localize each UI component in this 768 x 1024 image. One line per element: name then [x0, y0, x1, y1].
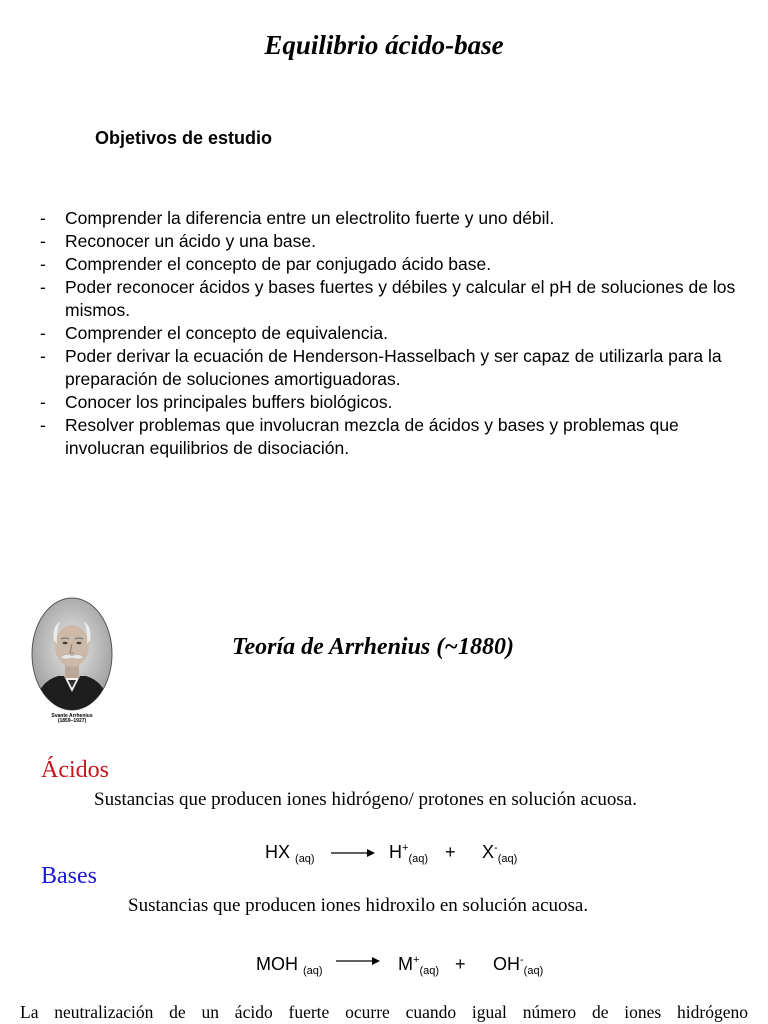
acid-plus: +: [445, 842, 456, 862]
list-dash: -: [40, 415, 46, 435]
bases-heading: Bases: [41, 863, 97, 889]
list-item-text: Conocer los principales buffers biológicos.: [65, 392, 393, 412]
list-item: [40, 276, 760, 322]
acid-reactant: HX $_{(aq)}$: [265, 842, 315, 865]
list-dash: -: [40, 254, 46, 274]
reaction-arrow-icon: [331, 847, 375, 859]
list-item: [40, 253, 760, 276]
theory-title: Teoría de Arrhenius (~1880): [232, 634, 514, 660]
list-item-text: Resolver problemas que involucran mezcla de ácidos y bases y problemas que involucran equilibrios de disociación.: [65, 415, 679, 458]
acids-description: Sustancias que producen iones hidrógeno/ protones en solución acuosa.: [94, 789, 637, 810]
bases-description: Sustancias que producen iones hidroxilo en solución acuosa.: [128, 895, 589, 916]
base-reactant: MOH $_{(aq)}$: [256, 954, 323, 977]
list-dash: -: [40, 323, 46, 343]
page-title: Equilibrio ácido-base: [264, 30, 504, 60]
list-dash: -: [40, 277, 46, 297]
portrait-caption-name: Svante Arrhenius: [51, 713, 93, 719]
list-item: [40, 391, 760, 414]
list-dash: -: [40, 231, 46, 251]
neutralization-text: La neutralización de un ácido fuerte ocurre cuando igual número de iones hidrógeno: [20, 1002, 748, 1022]
portrait-caption: [40, 714, 104, 724]
base-product-2: $OH^-_{(aq)}$: [493, 954, 544, 977]
base-equation: [256, 954, 576, 984]
acid-product-2: $X^-_{(aq)}$: [482, 842, 518, 865]
objectives-heading: Objetivos de estudio: [95, 128, 273, 148]
objectives-list: [40, 207, 760, 460]
list-item: [40, 414, 760, 460]
list-item-text: Reconocer un ácido y una base.: [65, 231, 316, 251]
list-item-text: Comprender la diferencia entre un electrolito fuerte y uno débil.: [65, 208, 555, 228]
list-item: [40, 230, 760, 253]
base-product-1: $M^+_{(aq)}$: [398, 954, 439, 977]
acid-equation: [265, 842, 565, 872]
list-item: [40, 207, 760, 230]
acid-product-1: $H^+_{(aq)}$: [389, 842, 428, 865]
base-plus: +: [455, 954, 466, 974]
reaction-arrow-icon: [336, 955, 380, 967]
list-item-text: Comprender el concepto de equivalencia.: [65, 323, 388, 343]
list-item-text: Poder reconocer ácidos y bases fuertes y débiles y calcular el pH de soluciones de los mismos.: [65, 277, 736, 320]
acids-heading: Ácidos: [41, 757, 109, 783]
list-item-text: Poder derivar la ecuación de Henderson-Hasselbach y ser capaz de utilizarla para la preparación de soluciones amortiguadoras.: [65, 346, 722, 389]
list-item: [40, 322, 760, 345]
list-dash: -: [40, 392, 46, 412]
arrhenius-portrait: [30, 596, 114, 726]
list-dash: -: [40, 346, 46, 366]
list-item-text: Comprender el concepto de par conjugado ácido base.: [65, 254, 492, 274]
list-dash: -: [40, 208, 46, 228]
portrait-caption-years: (1859–1927): [57, 718, 87, 724]
list-item: [40, 345, 760, 391]
